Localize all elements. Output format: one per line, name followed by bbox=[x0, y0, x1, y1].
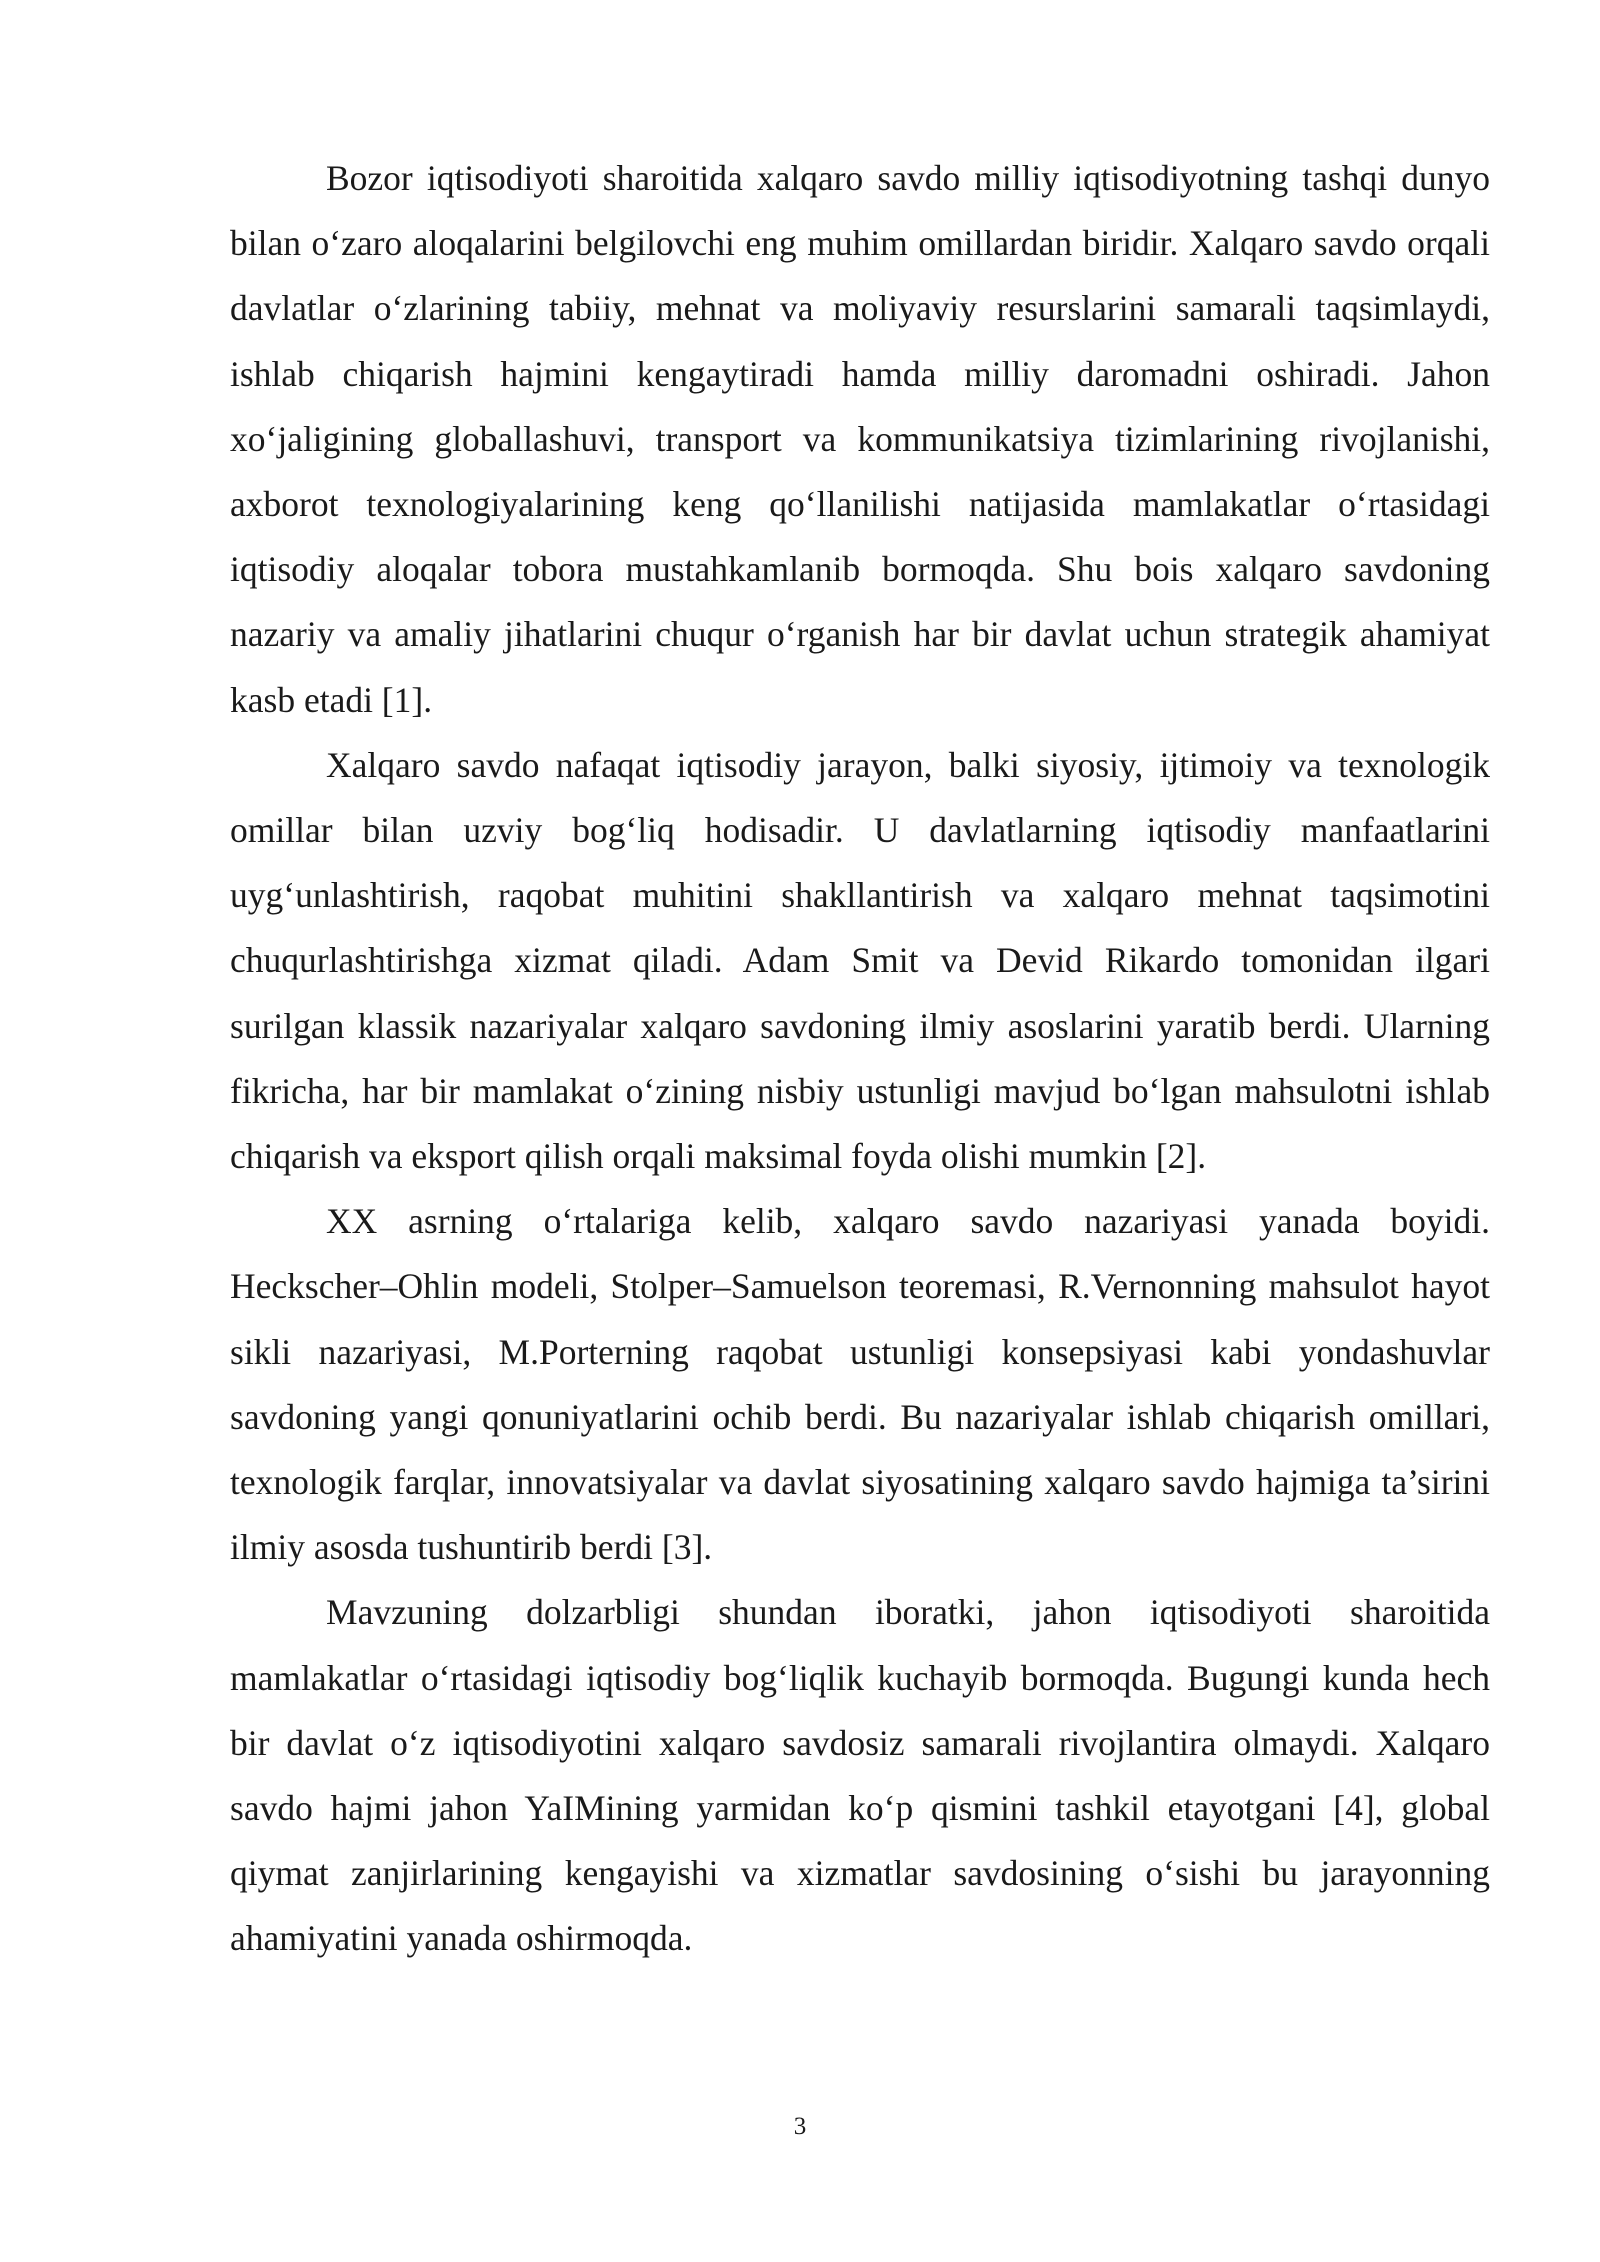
document-body bbox=[230, 146, 1490, 1972]
paragraph-modern-theories: XX asrning o‘rtalariga kelib, xalqaro savdo nazariyasi yanada boyidi. Heckscher–Ohlin modeli, Stolper–Samuelson teoremasi, R.Vernonning mahsulot hayot sikli nazariyasi, M.Porterning raqobat ustunligi konsepsiyasi kabi yondashuvlar savdoning yangi qonuniyatlarini ochib berdi. Bu nazariyalar ishlab chiqarish omillari, texnologik farqlar, innovatsiyalar va davlat siyosatining xalqaro savdo hajmiga ta’sirini ilmiy asosda tushuntirib berdi [3]. bbox=[230, 1201, 1490, 1568]
page-number: 3 bbox=[793, 2113, 807, 2140]
paragraph-relevance: Mavzuning dolzarbligi shundan iboratki, jahon iqtisodiyoti sharoitida mamlakatlar o‘rtasidagi iqtisodiy bog‘liqlik kuchayib bormoqda. Bugungi kunda hech bir davlat o‘z iqtisodiyotini xalqaro savdosiz samarali rivojlantira olmaydi. Xalqaro savdo hajmi jahon YaIMining yarmidan ko‘p qismini tashkil etayotgani [4], global qiymat zanjirlarining kengayishi va xizmatlar savdosining o‘sishi bu jarayonning ahamiyatini yanada oshirmoqda. bbox=[230, 1592, 1490, 1959]
paragraph-classical-theories: Xalqaro savdo nafaqat iqtisodiy jarayon, balki siyosiy, ijtimoiy va texnologik omillar bilan uzviy bog‘liq hodisadir. U davlatlarning iqtisodiy manfaatlarini uyg‘unlashtirish, raqobat muhitini shakllantirish va xalqaro mehnat taqsimotini chuqurlashtirishga xizmat qiladi. Adam Smit va Devid Rikardo tomonidan ilgari surilgan klassik nazariyalar xalqaro savdoning ilmiy asoslarini yaratib berdi. Ularning fikricha, har bir mamlakat o‘zining nisbiy ustunligi mavjud bo‘lgan mahsulotni ishlab chiqarish va eksport qilish orqali maksimal foyda olishi mumkin [2]. bbox=[230, 744, 1490, 1177]
paragraph-intro: Bozor iqtisodiyoti sharoitida xalqaro savdo milliy iqtisodiyotning tashqi dunyo bilan o‘zaro aloqalarini belgilovchi eng muhim omillardan biridir. Xalqaro savdo orqali davlatlar o‘zlarining tabiiy, mehnat va moliyaviy resurslarini samarali taqsimlaydi, ishlab chiqarish hajmini kengaytiradi hamda milliy daromadni oshiradi. Jahon xo‘jaligining globallashuvi, transport va kommunikatsiya tizimlarining rivojlanishi, axborot texnologiyalarining keng qo‘llanilishi natijasida mamlakatlar o‘rtasidagi iqtisodiy aloqalar tobora mustahkamlanib bormoqda. Shu bois xalqaro savdoning nazariy va amaliy jihatlarini chuqur o‘rganish har bir davlat uchun strategik ahamiyat kasb etadi [1]. bbox=[230, 158, 1490, 720]
